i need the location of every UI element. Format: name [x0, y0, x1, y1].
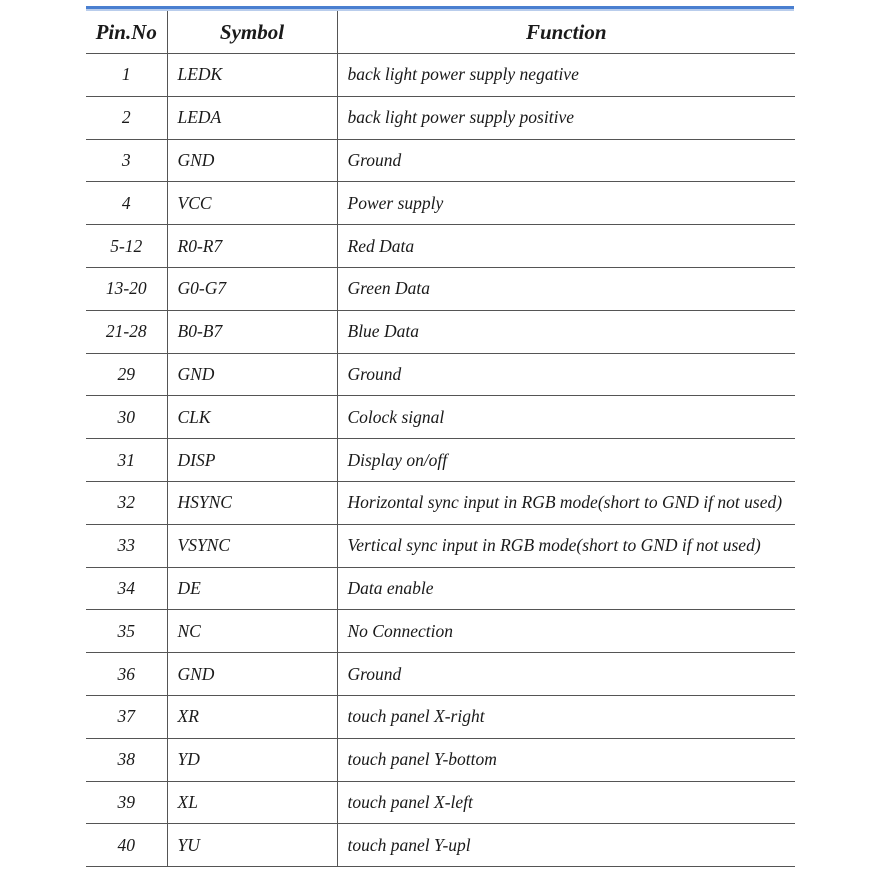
symbol-cell: XL: [167, 781, 337, 824]
function-cell: Blue Data: [337, 310, 795, 353]
symbol-cell: VSYNC: [167, 524, 337, 567]
table-row: [86, 267, 795, 310]
function-cell: Data enable: [337, 567, 795, 610]
function-cell: No Connection: [337, 610, 795, 653]
table-row: [86, 481, 795, 524]
function-cell: Horizontal sync input in RGB mode(short to GND if not used): [337, 481, 795, 524]
header-symbol: Symbol: [167, 11, 337, 54]
pin-cell: 34: [86, 567, 167, 610]
pin-definition-table: [86, 11, 795, 867]
symbol-cell: DISP: [167, 439, 337, 482]
pin-cell: 5-12: [86, 225, 167, 268]
table-row: [86, 96, 795, 139]
pin-cell: 33: [86, 524, 167, 567]
function-cell: Ground: [337, 139, 795, 182]
pin-cell: 30: [86, 396, 167, 439]
pin-cell: 40: [86, 824, 167, 867]
pin-cell: 39: [86, 781, 167, 824]
function-cell: Power supply: [337, 182, 795, 225]
table-row: [86, 310, 795, 353]
pin-cell: 32: [86, 481, 167, 524]
table-row: [86, 824, 795, 867]
function-cell: Red Data: [337, 225, 795, 268]
function-cell: touch panel X-left: [337, 781, 795, 824]
function-cell: touch panel Y-upl: [337, 824, 795, 867]
function-cell: Green Data: [337, 267, 795, 310]
function-cell: back light power supply positive: [337, 96, 795, 139]
symbol-cell: GND: [167, 139, 337, 182]
pin-cell: 38: [86, 738, 167, 781]
symbol-cell: YD: [167, 738, 337, 781]
symbol-cell: XR: [167, 695, 337, 738]
symbol-cell: NC: [167, 610, 337, 653]
function-cell: back light power supply negative: [337, 54, 795, 97]
symbol-cell: GND: [167, 653, 337, 696]
symbol-cell: HSYNC: [167, 481, 337, 524]
pin-cell: 2: [86, 96, 167, 139]
symbol-cell: YU: [167, 824, 337, 867]
function-cell: Ground: [337, 653, 795, 696]
table-row: [86, 524, 795, 567]
table-row: [86, 781, 795, 824]
header-function: Function: [337, 11, 795, 54]
header-pin-no: Pin.No: [86, 11, 167, 54]
table-row: [86, 396, 795, 439]
table-row: [86, 54, 795, 97]
pin-cell: 3: [86, 139, 167, 182]
symbol-cell: LEDK: [167, 54, 337, 97]
pin-cell: 4: [86, 182, 167, 225]
pin-cell: 21-28: [86, 310, 167, 353]
table-row: [86, 353, 795, 396]
symbol-cell: R0-R7: [167, 225, 337, 268]
symbol-cell: VCC: [167, 182, 337, 225]
pin-cell: 37: [86, 695, 167, 738]
table-header-row: [86, 11, 795, 54]
pin-cell: 31: [86, 439, 167, 482]
pin-cell: 1: [86, 54, 167, 97]
table-row: [86, 610, 795, 653]
table-row: [86, 139, 795, 182]
table-row: [86, 653, 795, 696]
table-row: [86, 225, 795, 268]
pin-cell: 29: [86, 353, 167, 396]
table-row: [86, 738, 795, 781]
function-cell: touch panel X-right: [337, 695, 795, 738]
table-row: [86, 567, 795, 610]
table-row: [86, 182, 795, 225]
symbol-cell: DE: [167, 567, 337, 610]
symbol-cell: CLK: [167, 396, 337, 439]
function-cell: touch panel Y-bottom: [337, 738, 795, 781]
function-cell: Vertical sync input in RGB mode(short to GND if not used): [337, 524, 795, 567]
symbol-cell: G0-G7: [167, 267, 337, 310]
function-cell: Ground: [337, 353, 795, 396]
symbol-cell: GND: [167, 353, 337, 396]
pin-cell: 36: [86, 653, 167, 696]
pin-cell: 13-20: [86, 267, 167, 310]
pin-cell: 35: [86, 610, 167, 653]
function-cell: Display on/off: [337, 439, 795, 482]
function-cell: Colock signal: [337, 396, 795, 439]
table-row: [86, 439, 795, 482]
table-row: [86, 695, 795, 738]
symbol-cell: B0-B7: [167, 310, 337, 353]
symbol-cell: LEDA: [167, 96, 337, 139]
